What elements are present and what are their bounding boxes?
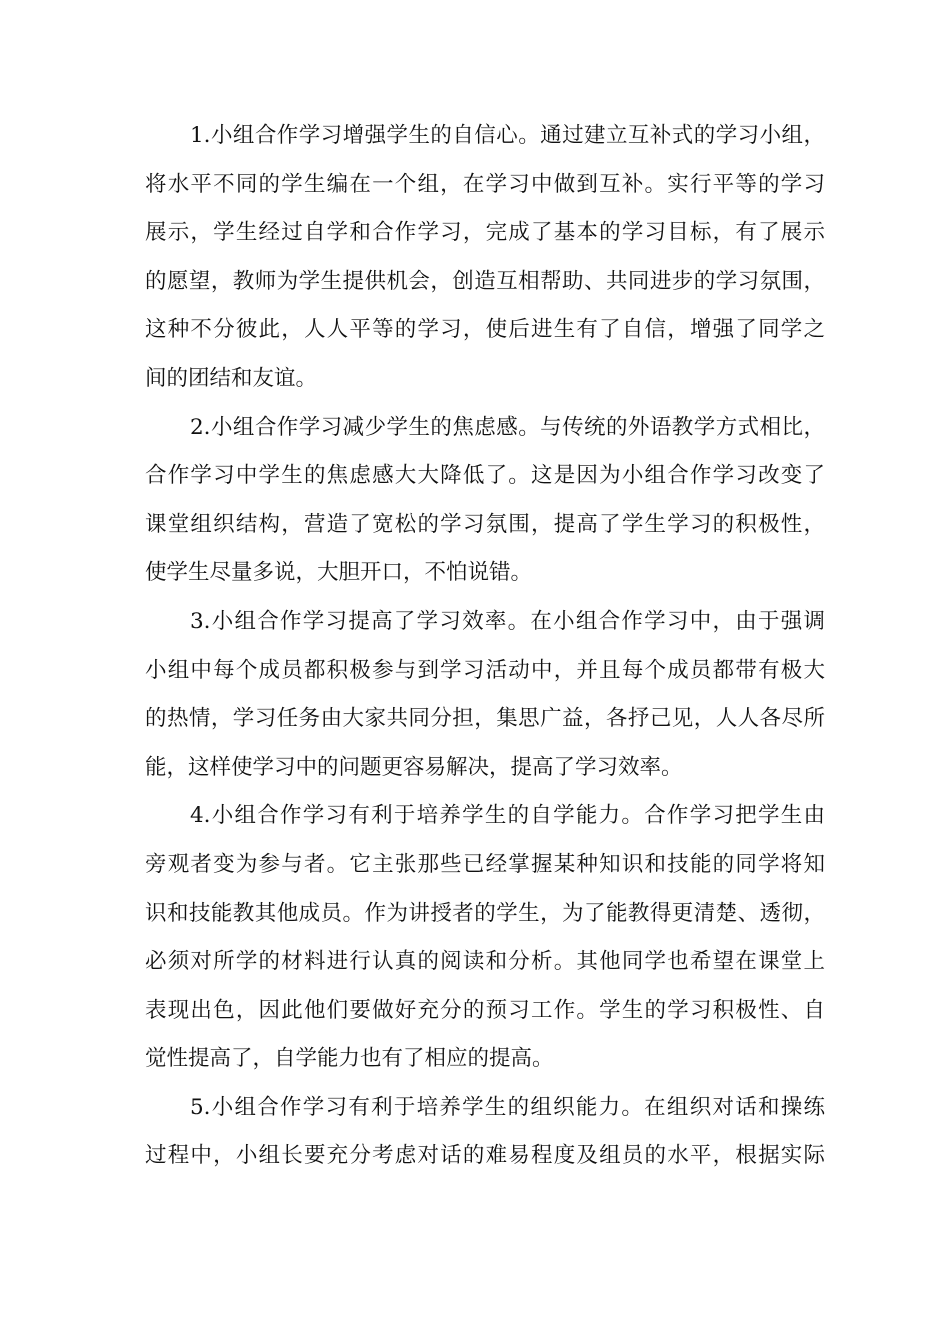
text-line: 表现出色，因此他们要做好充分的预习工作。学生的学习积极性、自 <box>145 997 825 1023</box>
text-line: 觉性提高了，自学能力也有了相应的提高。 <box>145 1046 554 1072</box>
text-line: 过程中，小组长要充分考虑对话的难易程度及组员的水平，根据实际 <box>145 1143 825 1169</box>
text-line: 能，这样使学习中的问题更容易解决，提高了学习效率。 <box>145 754 683 780</box>
text-line: 这种不分彼此，人人平等的学习，使后进生有了自信，增强了同学之 <box>145 317 825 343</box>
paragraph-2 <box>145 404 825 598</box>
paragraph-3 <box>145 598 825 792</box>
text-line: 5.小组合作学习有利于培养学生的组织能力。在组织对话和操练 <box>190 1094 825 1120</box>
text-line: 旁观者变为参与者。它主张那些已经掌握某种知识和技能的同学将知 <box>145 851 825 877</box>
paragraph-1 <box>145 112 825 404</box>
paragraph-5 <box>145 1084 825 1181</box>
text-line: 小组中每个成员都积极参与到学习活动中，并且每个成员都带有极大 <box>145 657 825 683</box>
text-line: 必须对所学的材料进行认真的阅读和分析。其他同学也希望在课堂上 <box>145 949 825 975</box>
text-line: 的愿望，教师为学生提供机会，创造互相帮助、共同进步的学习氛围， <box>145 268 825 294</box>
text-line: 的热情，学习任务由大家共同分担，集思广益，各抒己见，人人各尽所 <box>145 706 825 732</box>
text-line: 合作学习中学生的焦虑感大大降低了。这是因为小组合作学习改变了 <box>145 463 825 489</box>
text-line: 识和技能教其他成员。作为讲授者的学生，为了能教得更清楚、透彻， <box>145 900 825 926</box>
text-line: 2.小组合作学习减少学生的焦虑感。与传统的外语教学方式相比， <box>190 414 825 440</box>
paragraph-4 <box>145 792 825 1084</box>
text-line: 使学生尽量多说，大胆开口，不怕说错。 <box>145 560 533 586</box>
text-line: 间的团结和友谊。 <box>145 365 318 391</box>
text-line: 展示，学生经过自学和合作学习，完成了基本的学习目标，有了展示 <box>145 220 825 246</box>
text-line: 课堂组织结构，营造了宽松的学习氛围，提高了学生学习的积极性， <box>145 511 825 537</box>
document-body <box>145 112 825 1181</box>
text-line: 3.小组合作学习提高了学习效率。在小组合作学习中，由于强调 <box>190 608 825 634</box>
text-line: 1.小组合作学习增强学生的自信心。通过建立互补式的学习小组， <box>190 123 825 148</box>
text-line: 4.小组合作学习有利于培养学生的自学能力。合作学习把学生由 <box>190 803 825 829</box>
text-line: 将水平不同的学生编在一个组，在学习中做到互补。实行平等的学习 <box>145 171 825 197</box>
